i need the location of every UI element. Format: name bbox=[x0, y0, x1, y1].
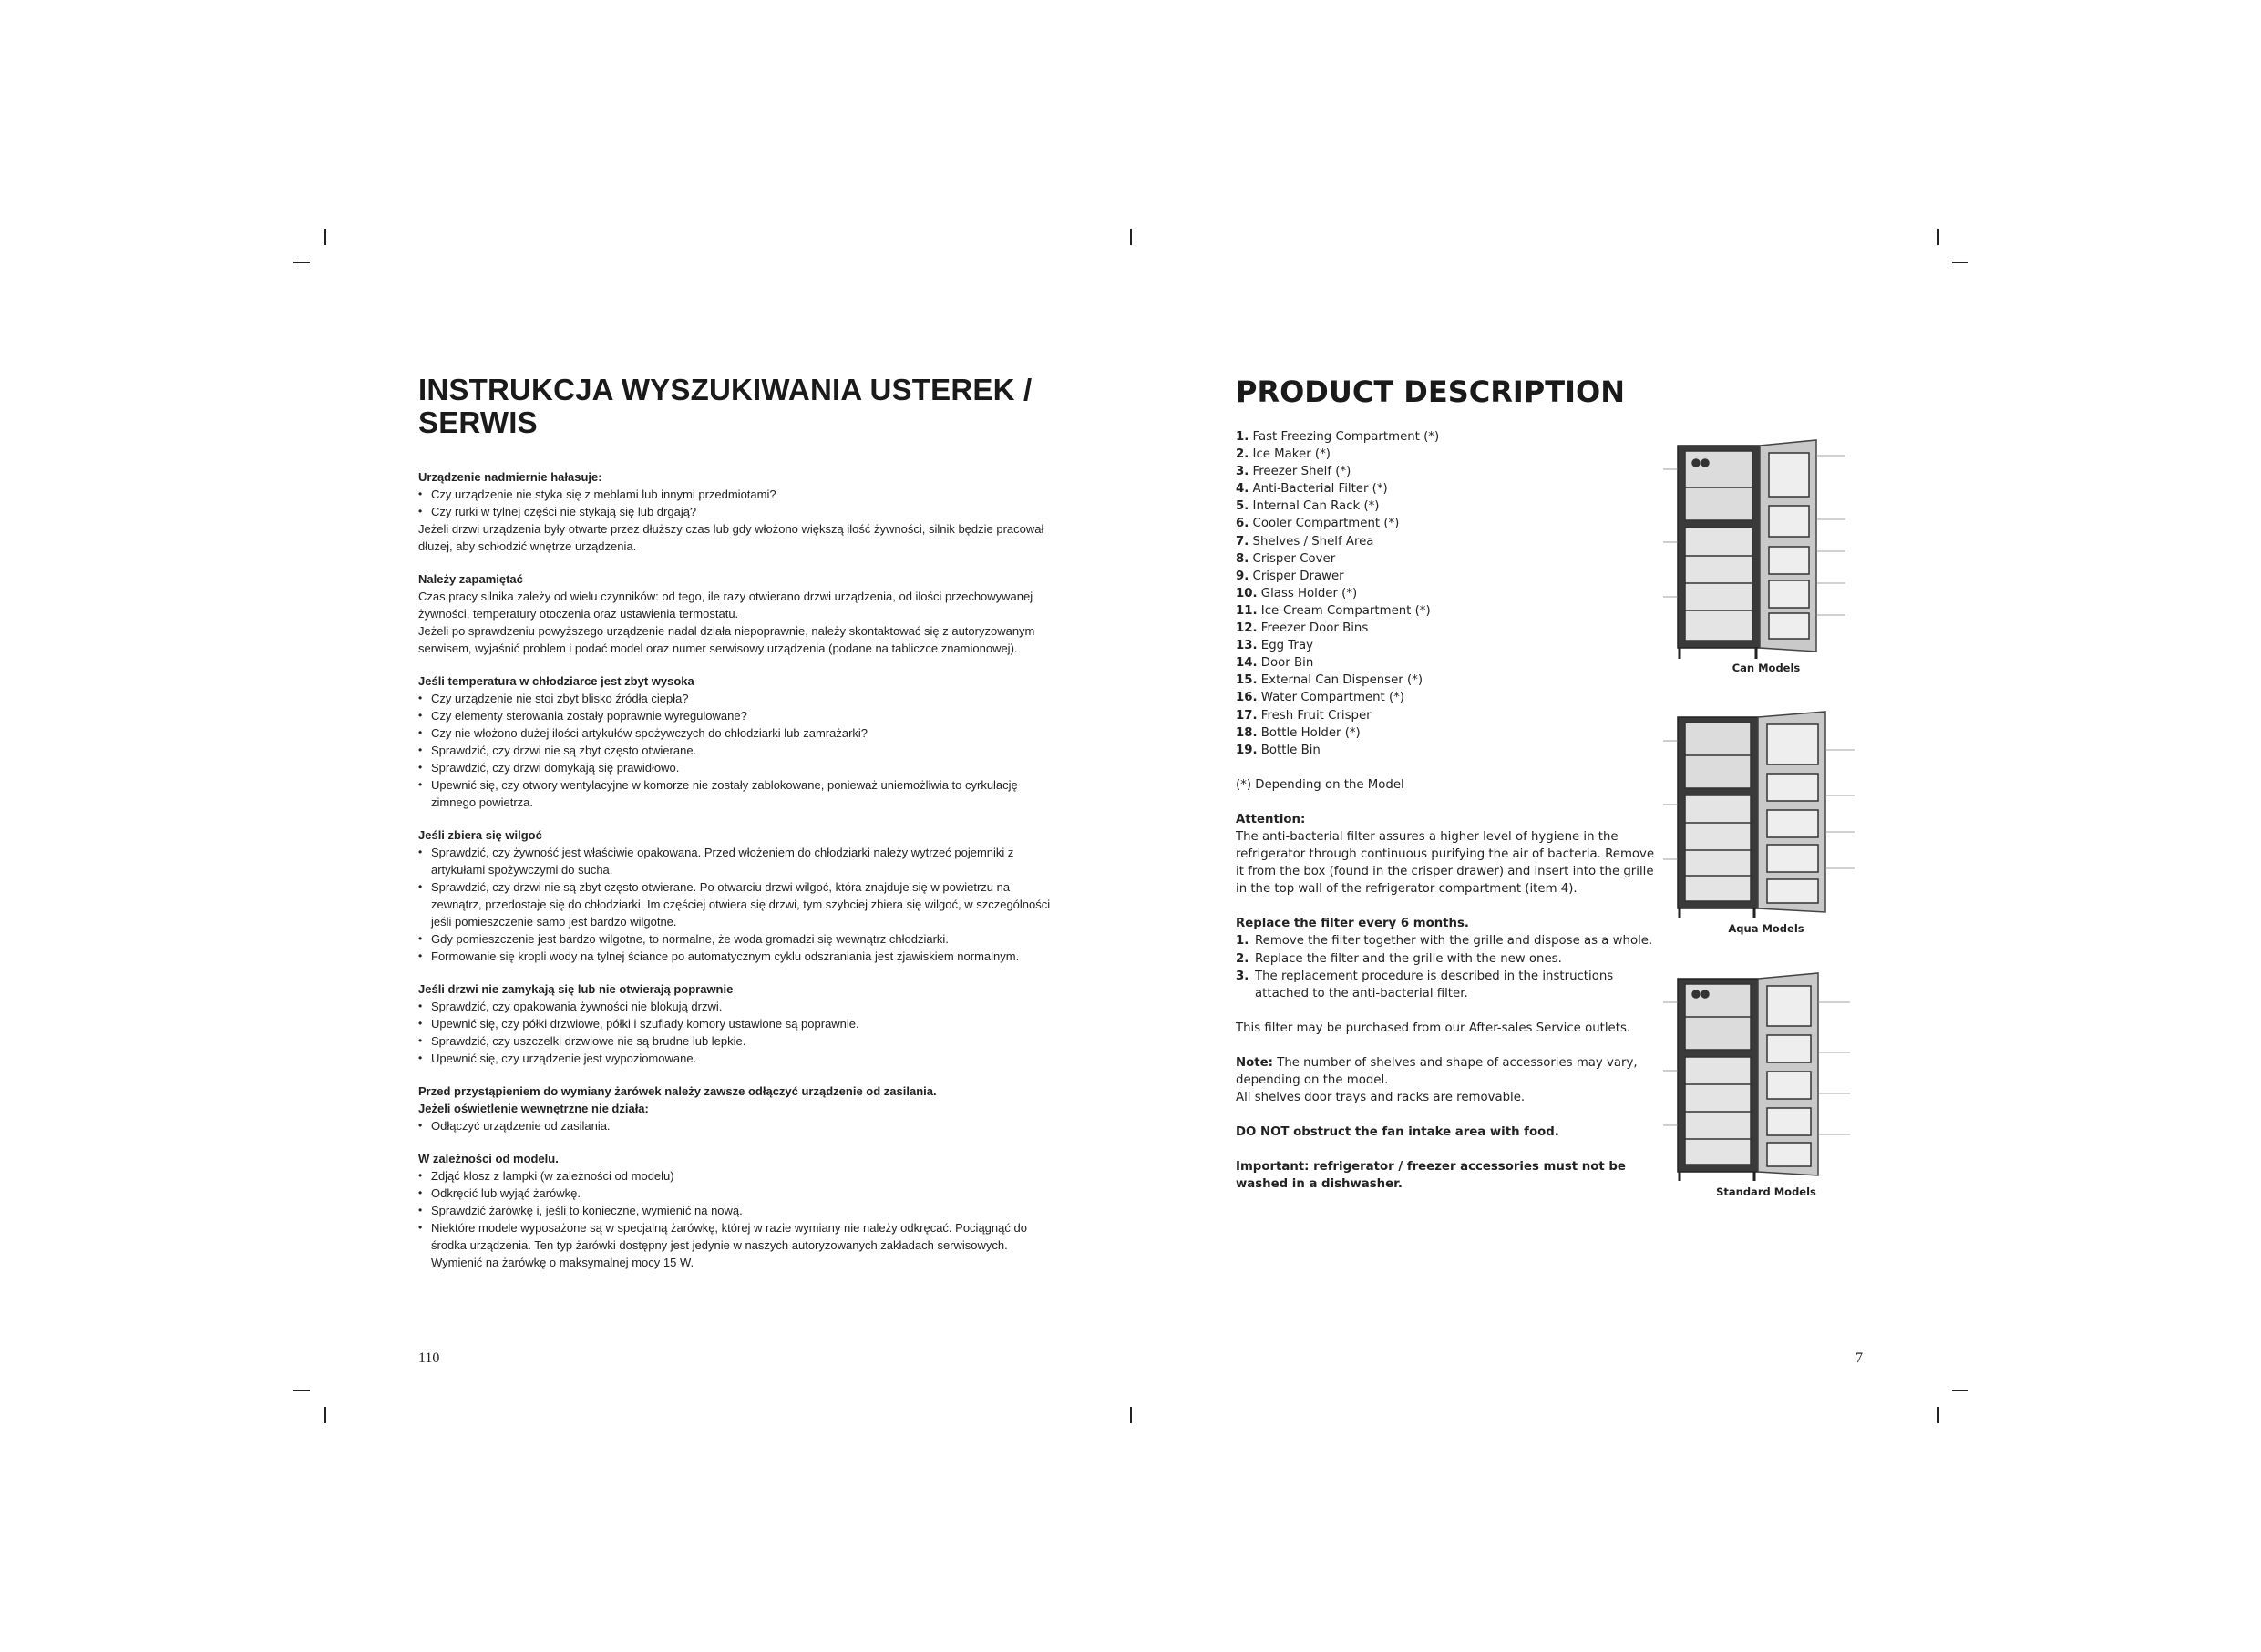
paragraph: Jeżeli po sprawdzeniu powyższego urządzenie nadal działa niepoprawnie, należy skontaktować się z autoryzowanym serwisem, wyjaśnić problem i podać model oraz numer serwisowy urządzenia (podane na tabliczce znamionowej). bbox=[418, 624, 1035, 655]
part-label: Internal Can Rack (*) bbox=[1252, 499, 1380, 514]
part-item bbox=[1236, 585, 1664, 602]
part-label: Ice Maker (*) bbox=[1252, 447, 1331, 462]
part-label: Cooler Compartment (*) bbox=[1252, 517, 1400, 531]
page-number-left: 110 bbox=[418, 1350, 440, 1366]
filter-step bbox=[1236, 950, 1664, 968]
troubleshooting-section bbox=[418, 570, 1056, 657]
part-number: 1. bbox=[1236, 430, 1249, 444]
part-item bbox=[1236, 568, 1664, 585]
paragraph: Jeżeli drzwi urządzenia były otwarte przez dłuższy czas lub gdy włożono większą ilość żywności, silnik będzie pracował dłużej, aby schłodzić wnętrze urządzenia. bbox=[418, 522, 1044, 553]
page-title: PRODUCT DESCRIPTION bbox=[1236, 375, 1625, 409]
list-item: • Sprawdzić, czy drzwi nie są zbyt często otwierane. bbox=[418, 742, 1056, 759]
part-label: Fast Freezing Compartment (*) bbox=[1252, 430, 1440, 444]
note-text-2: All shelves door trays and racks are removable. bbox=[1236, 1091, 1526, 1105]
part-label: Water Compartment (*) bbox=[1260, 691, 1404, 705]
list-item: • Sprawdzić, czy opakowania żywności nie blokują drzwi. bbox=[418, 998, 1056, 1015]
troubleshooting-sections bbox=[418, 468, 1056, 1271]
section-heading: Jeśli zbiera się wilgoć bbox=[418, 828, 542, 842]
filter-heading: Replace the filter every 6 months. bbox=[1236, 917, 1469, 931]
part-item bbox=[1236, 742, 1664, 759]
parts-list bbox=[1236, 428, 1664, 759]
troubleshooting-section bbox=[418, 468, 1056, 555]
list-item: • Upewnić się, czy otwory wentylacyjne w komorze nie zostały zablokowane, ponieważ uniemożliwia to cyrkulację zimnego powietrza. bbox=[418, 776, 1056, 811]
list-item: • Upewnić się, czy urządzenie jest wypoziomowane. bbox=[418, 1050, 1056, 1067]
part-item bbox=[1236, 707, 1664, 724]
note-block bbox=[1236, 1054, 1664, 1106]
part-number: 12. bbox=[1236, 621, 1258, 636]
troubleshooting-section bbox=[418, 980, 1056, 1067]
list-item: • Formowanie się kropli wody na tylnej ściance po automatycznym cyklu odszraniania jest zjawiskiem normalnym. bbox=[418, 948, 1056, 965]
crop-mark bbox=[1937, 229, 1939, 245]
part-label: Egg Tray bbox=[1260, 639, 1313, 653]
part-item bbox=[1236, 637, 1664, 654]
part-number: 4. bbox=[1236, 482, 1249, 497]
part-item bbox=[1236, 620, 1664, 637]
part-number: 18. bbox=[1236, 725, 1258, 740]
troubleshooting-section bbox=[418, 826, 1056, 965]
filter-step bbox=[1236, 932, 1664, 949]
crop-mark bbox=[1937, 1407, 1939, 1423]
list-item: • Odłączyć urządzenie od zasilania. bbox=[418, 1117, 1056, 1134]
section-heading: Urządzenie nadmiernie hałasuje: bbox=[418, 470, 602, 484]
part-item bbox=[1236, 515, 1664, 532]
part-label: Freezer Shelf (*) bbox=[1252, 465, 1351, 479]
section-heading: Przed przystąpieniem do wymiany żarówek należy zawsze odłączyć urządzenie od zasilania. Jeżeli oświetlenie wewnętrzne nie działa: bbox=[418, 1084, 937, 1115]
figure-caption-standard: Standard Models bbox=[1716, 1185, 1816, 1198]
crop-mark bbox=[293, 1390, 310, 1391]
list-item: • Niektóre modele wyposażone są w specjalną żarówkę, której w razie wymiany nie należy odkręcać. Pociągnąć do środka urządzenia. Ten typ żarówki dostępny jest jedynie w naszych autoryzowanych zakładach serwisowych. Wymienić na żarówkę o maksymalnej mocy 15 W. bbox=[418, 1219, 1056, 1271]
important-note: Important: refrigerator / freezer accessories must not be washed in a dishwasher. bbox=[1236, 1160, 1626, 1192]
page-number-right: 7 bbox=[1855, 1350, 1863, 1366]
list-item: • Zdjąć klosz z lampki (w zależności od modelu) bbox=[418, 1167, 1056, 1185]
part-item bbox=[1236, 689, 1664, 706]
list-item: • Czy nie włożono dużej ilości artykułów spożywczych do chłodziarki lub zamrażarki? bbox=[418, 724, 1056, 742]
troubleshooting-section bbox=[418, 1150, 1056, 1271]
crop-mark bbox=[1952, 262, 1968, 263]
part-item bbox=[1236, 602, 1664, 620]
attention-heading: Attention: bbox=[1236, 812, 1306, 826]
note-label: Note: bbox=[1236, 1055, 1273, 1070]
bullet-list bbox=[418, 690, 1056, 811]
part-number: 8. bbox=[1236, 551, 1249, 566]
part-item bbox=[1236, 446, 1664, 463]
bullet-list bbox=[418, 486, 1056, 520]
part-item bbox=[1236, 480, 1664, 498]
purchase-text: This filter may be purchased from our After-sales Service outlets. bbox=[1236, 1021, 1631, 1035]
part-number: 7. bbox=[1236, 534, 1249, 549]
part-item bbox=[1236, 550, 1664, 568]
part-item bbox=[1236, 428, 1664, 446]
part-label: Anti-Bacterial Filter (*) bbox=[1252, 482, 1388, 497]
step-number: 3. bbox=[1236, 969, 1249, 983]
bullet-list bbox=[418, 1167, 1056, 1271]
section-heading: Jeśli drzwi nie zamykają się lub nie otwierają poprawnie bbox=[418, 982, 734, 996]
figure-caption-can: Can Models bbox=[1732, 662, 1801, 674]
step-text: Remove the filter together with the grille and dispose as a whole. bbox=[1255, 934, 1653, 949]
step-text: The replacement procedure is described in the instructions attached to the anti-bacterial filter. bbox=[1255, 969, 1614, 1000]
page-title: INSTRUKCJA WYSZUKIWANIA USTEREK / SERWIS bbox=[418, 373, 1033, 439]
list-item: • Czy urządzenie nie stoi zbyt blisko źródła ciepła? bbox=[418, 690, 1056, 707]
troubleshooting-section bbox=[418, 672, 1056, 811]
part-label: Freezer Door Bins bbox=[1260, 621, 1369, 636]
part-number: 17. bbox=[1236, 708, 1258, 723]
fan-warning: DO NOT obstruct the fan intake area with food. bbox=[1236, 1125, 1559, 1140]
part-label: Bottle Holder (*) bbox=[1260, 725, 1361, 740]
crop-mark bbox=[324, 229, 326, 245]
part-number: 5. bbox=[1236, 499, 1249, 514]
part-number: 19. bbox=[1236, 743, 1258, 757]
section-heading: Jeśli temperatura w chłodziarce jest zbyt wysoka bbox=[418, 674, 694, 688]
part-item bbox=[1236, 654, 1664, 672]
part-item bbox=[1236, 724, 1664, 742]
part-label: Crisper Cover bbox=[1252, 551, 1336, 566]
list-item: • Sprawdzić, czy drzwi nie są zbyt często otwierane. Po otwarciu drzwi wilgoć, która znajduje się w powietrzu na zewnątrz, przedostaje się do chłodziarki. Im częściej otwiera się drzwi, tym szybciej zbiera się wilgoć, w szczególności jeśli pomieszczenie samo jest bardzo wilgotne. bbox=[418, 878, 1056, 930]
list-item: • Gdy pomieszczenie jest bardzo wilgotne, to normalne, że woda gromadzi się wewnątrz chłodziarki. bbox=[418, 930, 1056, 948]
step-text: Replace the filter and the grille with the new ones. bbox=[1255, 951, 1562, 966]
part-label: Bottle Bin bbox=[1260, 743, 1321, 757]
bullet-list bbox=[418, 1117, 1056, 1134]
filter-step bbox=[1236, 968, 1664, 1002]
crop-mark bbox=[293, 262, 310, 263]
step-number: 2. bbox=[1236, 951, 1249, 966]
part-number: 16. bbox=[1236, 691, 1258, 705]
filter-block bbox=[1236, 915, 1664, 1001]
part-label: Fresh Fruit Crisper bbox=[1260, 708, 1372, 723]
bullet-list bbox=[418, 998, 1056, 1067]
list-item: • Sprawdzić, czy uszczelki drzwiowe nie są brudne lub lepkie. bbox=[418, 1032, 1056, 1050]
list-item: • Sprawdzić żarówkę i, jeśli to konieczne, wymienić na nową. bbox=[418, 1202, 1056, 1219]
part-label: Shelves / Shelf Area bbox=[1252, 534, 1374, 549]
list-item: • Odkręcić lub wyjąć żarówkę. bbox=[418, 1185, 1056, 1202]
part-number: 9. bbox=[1236, 569, 1249, 583]
bullet-list bbox=[418, 844, 1056, 965]
part-label: Crisper Drawer bbox=[1252, 569, 1344, 583]
attention-block bbox=[1236, 811, 1664, 898]
part-label: Door Bin bbox=[1260, 656, 1314, 671]
section-heading: Należy zapamiętać bbox=[418, 572, 523, 586]
step-number: 1. bbox=[1236, 934, 1249, 949]
part-number: 3. bbox=[1236, 465, 1249, 479]
section-heading: W zależności od modelu. bbox=[418, 1152, 559, 1165]
fridge-illustration-can bbox=[1663, 433, 1868, 662]
filter-steps bbox=[1236, 932, 1664, 1001]
attention-text: The anti-bacterial filter assures a higher level of hygiene in the refrigerator through continuous purifying the air of bacteria. Remove it from the box (found in the crisper drawer) and insert into the grille in the top wall of the refrigerator compartment (item 4). bbox=[1236, 829, 1655, 897]
part-item bbox=[1236, 463, 1664, 480]
part-number: 11. bbox=[1236, 603, 1258, 618]
part-label: Glass Holder (*) bbox=[1260, 586, 1358, 600]
list-item: • Upewnić się, czy półki drzwiowe, półki i szuflady komory ustawione są poprawnie. bbox=[418, 1015, 1056, 1032]
note-text: The number of shelves and shape of accessories may vary, depending on the model. bbox=[1236, 1055, 1638, 1087]
part-number: 14. bbox=[1236, 656, 1258, 671]
part-item bbox=[1236, 498, 1664, 515]
part-number: 15. bbox=[1236, 673, 1258, 688]
part-number: 13. bbox=[1236, 639, 1258, 653]
crop-mark bbox=[1130, 1407, 1132, 1423]
list-item: • Czy rurki w tylnej części nie stykają się lub drgają? bbox=[418, 503, 1056, 520]
part-label: External Can Dispenser (*) bbox=[1260, 673, 1423, 688]
part-item bbox=[1236, 533, 1664, 550]
part-label: Ice-Cream Compartment (*) bbox=[1260, 603, 1431, 618]
list-item: • Czy elementy sterowania zostały poprawnie wyregulowane? bbox=[418, 707, 1056, 724]
part-number: 10. bbox=[1236, 586, 1258, 600]
crop-mark bbox=[324, 1407, 326, 1423]
figure-caption-aqua: Aqua Models bbox=[1728, 922, 1804, 935]
fridge-illustration-aqua bbox=[1663, 704, 1868, 921]
depending-note: (*) Depending on the Model bbox=[1236, 777, 1404, 792]
list-item: • Czy urządzenie nie styka się z meblami lub innymi przedmiotami? bbox=[418, 486, 1056, 503]
crop-mark bbox=[1952, 1390, 1968, 1391]
part-number: 6. bbox=[1236, 517, 1249, 531]
crop-mark bbox=[1130, 229, 1132, 245]
right-page bbox=[1236, 374, 1664, 1193]
left-page bbox=[418, 374, 1056, 1287]
list-item: • Sprawdzić, czy żywność jest właściwie opakowana. Przed włożeniem do chłodziarki należy wytrzeć pojemniki z artykułami spożywczymi do sucha. bbox=[418, 844, 1056, 878]
fridge-illustration-standard bbox=[1663, 966, 1868, 1185]
paragraph: Czas pracy silnika zależy od wielu czynników: od tego, ile razy otwierano drzwi urządzenia, od ilości przechowywanej żywności, temperatury otoczenia oraz ustawienia termostatu. bbox=[418, 590, 1033, 621]
list-item: • Sprawdzić, czy drzwi domykają się prawidłowo. bbox=[418, 759, 1056, 776]
part-item bbox=[1236, 672, 1664, 689]
part-number: 2. bbox=[1236, 447, 1249, 462]
troubleshooting-section bbox=[418, 1083, 1056, 1134]
